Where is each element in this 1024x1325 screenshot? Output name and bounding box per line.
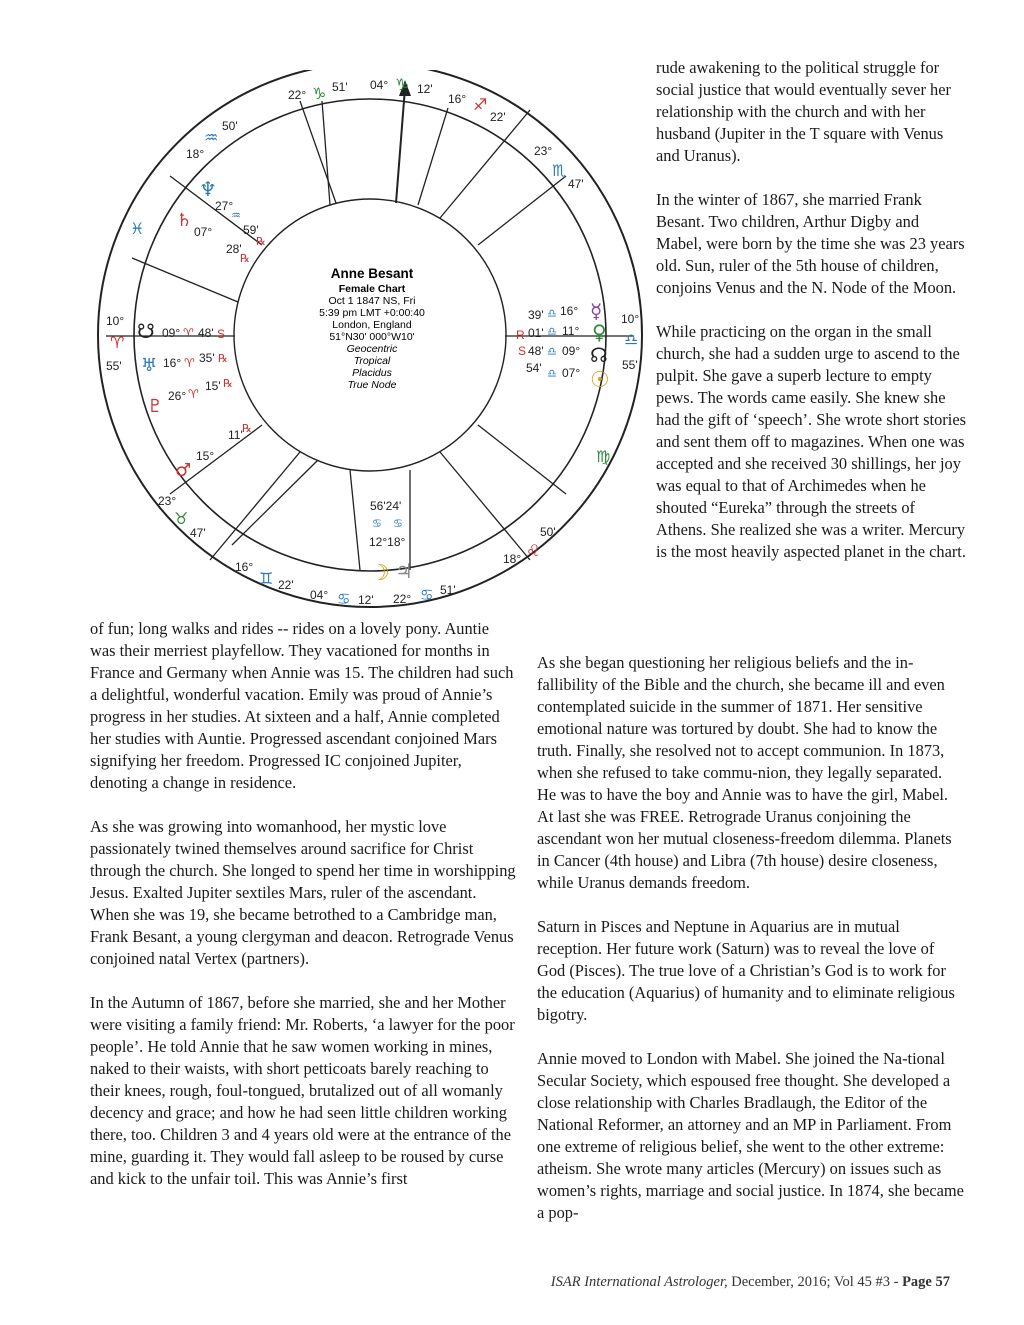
planet-label: 35' [199, 351, 215, 365]
mc-arrow-line [396, 88, 405, 203]
libra-glyph: ♎ [547, 325, 557, 338]
right-column-top [656, 57, 968, 563]
libra-glyph: ♎ [547, 367, 557, 380]
saturn-glyph: ♄ [176, 210, 193, 231]
cusp-label: 04° [310, 588, 329, 602]
sun-glyph: ☉ [590, 368, 610, 393]
mars-glyph: ♂ [175, 460, 192, 481]
planet-label: 07° [194, 225, 213, 239]
chart-time: 5:39 pm LMT +0:00:40 [319, 307, 425, 319]
retrograde-mark: ℞ [223, 378, 233, 390]
mercury-glyph: ☿ [590, 299, 603, 323]
paragraph: As she began questioning her religious beliefs and the in-fallibility of the Bible and the church, she became ill and even contemplated suicide in the summer of 1871. Her sensitive emotional nature was tortured by doubt. She had to know the truth. Finally, she resolved not to accept communion. In 1873, when she refused to take commu-nion, they legally separated. He was to have the boy and Annie was to have the girl, Mabel. At last she was FREE. Retrograde Uranus conjoining the ascendant won her mutual closeness-freedom dilemma. Planets in Cancer (4th house) and Libra (7th house) desire closeness, while Uranus demands freedom. [537, 653, 952, 892]
page-footer [440, 1274, 950, 1291]
planet-label: 07° [562, 366, 581, 380]
cancer-glyph: ♋ [420, 586, 434, 604]
natal-chart-wheel [90, 70, 650, 620]
planet-label: 01' [528, 326, 544, 340]
cusp-label: 22' [490, 110, 506, 124]
cusp-label: 18° [186, 147, 205, 161]
right-column-bottom [537, 652, 965, 1224]
cusp-label: 16° [448, 92, 467, 106]
virgo-glyph: ♍ [596, 447, 611, 466]
issue-info: December, 2016; Vol 45 #3 - [727, 1274, 903, 1290]
uranus-glyph: ♅ [141, 355, 158, 376]
cusp-label: 51' [332, 80, 348, 94]
cusp-label: 12' [358, 593, 374, 607]
paragraph: While practicing on the organ in the small church, she had a sudden urge to ascend to the pulpit. She gave a superb lecture to empty pews. The words came easily. She knew she had the gift of ‘speech’. She wrote short stories and sent them off to magazines. When one was accepted and she received 30 shillings, her joy was equal to that of Archimedes when he shouted “Eureka” through the streets of Athens. She realized she was a writer. Mercury is the most heavily aspected planet in the chart. [656, 322, 966, 561]
planet-label: 48' [198, 326, 214, 340]
planet-label: 11° [562, 324, 580, 338]
chart-place: London, England [332, 319, 412, 331]
chart-setting-2: Tropical [353, 355, 391, 367]
cusp-label: 50' [222, 119, 238, 133]
paragraph: Annie moved to London with Mabel. She joined the Na-tional Secular Society, which espoused free thought. She developed a close relationship with Charles Bradlaugh, the Editor of the National Reformer, an attorney and an MP in Parliament. From one extreme of religious belief, she went to the other extreme: atheism. She wrote many articles (Mercury) on issues such as women’s rights, marriage and social justice. In 1874, she became a pop- [537, 1049, 964, 1222]
planet-label: 15° [196, 449, 215, 463]
paragraph: As she was growing into womanhood, her mystic love passionately twined themselves around sacrifice for Christ through the church. She longed to spend her time in worshipping Jesus. Exalted Jupiter sextiles Mars, ruler of the ascendant. When she was 19, she became betrothed to a Cambridge man, Frank Besant, a young clergyman and deacon. Retrograde Venus conjoined natal Vertex (partners). [90, 817, 516, 968]
retrograde-mark: ℞ [218, 353, 228, 365]
aries-glyph: ♈ [110, 333, 125, 352]
planet-label: 12°18° [369, 535, 406, 549]
cusp-label: 51' [440, 583, 456, 597]
cusp-label: 47' [190, 526, 206, 540]
cusp-label: 22° [288, 88, 307, 102]
planet-label: 48' [528, 344, 544, 358]
north-node-glyph: ☊ [590, 343, 608, 367]
libra-glyph: ♎ [624, 330, 639, 349]
pisces-glyph: ♓ [130, 219, 145, 238]
station-mark: S [518, 344, 527, 358]
chart-setting-1: Geocentric [346, 343, 398, 355]
aquarius-glyph: ♒ [204, 128, 219, 147]
planet-label: 09° [162, 326, 181, 340]
cancer-glyph: ♋ [372, 517, 382, 530]
paragraph: In the Autumn of 1867, before she married, she and her Mother were visiting a family friend: Mr. Roberts, ‘a lawyer for the poor people’. He told Annie that he saw women working in mines, naked to their waists, with short petticoats barely reaching to their knees, rough, foul-tongued, brutalized out of all womanly decency and grace; and how he had seen little children working there, too. Children 3 and 4 years old were at the entrance of the mine, guarding it. They would fall asleep to be roused by curse and kick to the unfair toil. This was Annie’s first [90, 993, 515, 1188]
retrograde-mark: R [516, 328, 525, 342]
moon-glyph: ☽ [370, 561, 390, 586]
leo-glyph: ♌ [526, 541, 541, 560]
chart-date: Oct 1 1847 NS, Fri [328, 295, 416, 307]
planet-label: 39' [528, 308, 544, 322]
planet-label: 09° [562, 344, 581, 358]
cancer-glyph: ♋ [337, 590, 351, 608]
paragraph: of fun; long walks and rides -- rides on a lovely pony. Auntie was their merriest playfellow. They vacationed for months in France and Germany when Annie was 15. The children had such a delightful, wonderful vacation. Emily was proud of Annie’s progress in her studies. At sixteen and a half, Annie completed her studies with Auntie. Progressed ascendant conjoined Mars signifying her freedom. Progressed IC conjoined Jupiter, denoting a change in residence. [90, 619, 514, 792]
capricorn-glyph: ♑ [312, 84, 327, 103]
gemini-glyph: ♊ [259, 569, 274, 588]
chart-setting-4: True Node [347, 379, 397, 391]
aquarius-glyph: ♒ [231, 209, 241, 222]
jupiter-glyph: ♃ [395, 559, 413, 583]
journal-name: ISAR International Astrologer, [550, 1274, 728, 1290]
left-column [90, 618, 518, 1190]
planet-label: 27° [215, 199, 234, 213]
station-mark: S [217, 327, 226, 341]
planet-label: 54' [526, 361, 542, 375]
cusp-label: 12' [417, 82, 433, 96]
taurus-glyph: ♉ [174, 509, 189, 528]
aries-glyph: ♈ [188, 387, 199, 401]
cusp-label: 23° [158, 494, 177, 508]
venus-glyph: ♀ [592, 320, 607, 344]
libra-glyph: ♎ [547, 345, 557, 358]
cusp-label: 55' [622, 358, 638, 372]
aries-glyph: ♈ [183, 326, 194, 340]
retrograde-mark: ℞ [256, 236, 266, 248]
planet-label: 56'24' [370, 499, 402, 513]
sagittarius-glyph: ♐ [473, 95, 488, 114]
chart-coords: 51°N30' 000°W10' [329, 331, 415, 343]
planet-label: 15' [205, 379, 221, 393]
capricorn-glyph: ♑ [395, 75, 410, 94]
paragraph: rude awakening to the political struggle for social justice that would eventually sever her relationship with the church and with her husband (Jupiter in the T square with Venus and Uranus). [656, 58, 951, 165]
libra-glyph: ♎ [547, 307, 557, 320]
planet-label: 28' [226, 242, 242, 256]
cusp-label: 22° [393, 592, 412, 606]
retrograde-mark: ℞ [240, 253, 250, 265]
cusp-label: 55' [106, 359, 122, 373]
cancer-glyph: ♋ [393, 517, 403, 530]
cusp-label: 22' [278, 578, 294, 592]
aries-glyph: ♈ [184, 356, 195, 370]
chart-type: Female Chart [338, 283, 406, 295]
retrograde-mark: ℞ [242, 423, 252, 435]
planet-label: 59' [243, 223, 259, 237]
cusp-label: 23° [534, 144, 553, 158]
cusp-label: 10° [621, 312, 640, 326]
page-number: Page 57 [902, 1274, 950, 1290]
planet-label: 11' [228, 428, 243, 442]
cusp-label: 50' [540, 525, 556, 539]
cusp-label: 04° [370, 78, 389, 92]
planet-label: 16° [560, 304, 579, 318]
cusp-label: 10° [106, 314, 125, 328]
scorpio-glyph: ♏ [552, 161, 567, 180]
south-node-glyph: ☋ [137, 319, 155, 343]
paragraph: In the winter of 1867, she married Frank Besant. Two children, Arthur Digby and Mabel, were born by the time she was 23 years old. Sun, ruler of the 5th house of children, conjoins Venus and the N. Node of the Moon. [656, 190, 965, 297]
pluto-glyph: ♇ [147, 396, 164, 417]
chart-setting-3: Placidus [352, 367, 392, 379]
planet-label: 26° [168, 389, 187, 403]
chart-name: Anne Besant [330, 266, 414, 281]
cusp-label: 18° [503, 552, 522, 566]
cusp-label: 47' [568, 177, 584, 191]
cusp-label: 16° [235, 560, 254, 574]
planet-label: 16° [163, 356, 182, 370]
neptune-glyph: ♆ [199, 177, 217, 201]
paragraph: Saturn in Pisces and Neptune in Aquarius are in mutual reception. Her future work (Saturn) was to reveal the love of God (Pisces). The true love of a Christian’s God is to work for the education (Aquarius) of humanity and to eliminate religious bigotry. [537, 917, 955, 1024]
